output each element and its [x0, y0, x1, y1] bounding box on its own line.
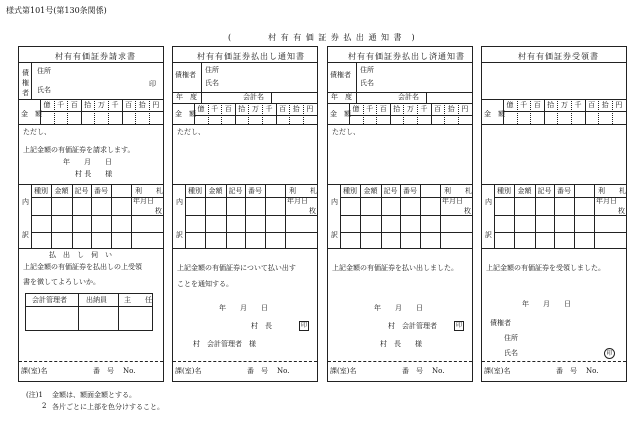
digit-label: 百: [70, 101, 78, 109]
digit-label: 億: [352, 105, 360, 113]
mayor-text: 村 長 様: [380, 340, 422, 348]
holder-label: 債権者: [22, 69, 29, 97]
digit-label: 拾: [393, 105, 401, 113]
number-label: 番 号: [93, 367, 114, 375]
table-header-amount: 金額: [208, 187, 223, 195]
uchi-label: 内: [176, 198, 183, 206]
panel-receipt: [481, 46, 627, 382]
notice-line1: 上記金額の有価証券について払い出す: [177, 264, 296, 272]
table-header-symbol: 記号: [537, 187, 552, 195]
panel-title: 村有有価証券払出し通知書: [197, 52, 305, 61]
digit-label: 万: [406, 105, 414, 113]
panel-title: 村有有価証券払出し済通知書: [348, 52, 465, 61]
note-2: 各片ごとに上部を色分けすること。: [52, 403, 164, 411]
seal-mark: 印: [604, 348, 615, 359]
year-label: 年 度: [176, 93, 197, 101]
digit-label: 百: [224, 105, 232, 113]
address-label: 住所: [205, 66, 219, 74]
table-header-symbol: 記号: [383, 187, 398, 195]
digit-label: 万: [560, 101, 568, 109]
digit-label: 千: [57, 101, 65, 109]
holder-label: 債権者: [175, 71, 196, 79]
digit-label: 拾: [292, 105, 300, 113]
notice-text: 上記金額の有価証券を受領しました。: [486, 264, 605, 272]
address-label: 住所: [360, 66, 374, 74]
table-header-type: 種別: [34, 187, 48, 195]
table-header-type: 種別: [343, 187, 357, 195]
tadashi: ただし、: [177, 128, 205, 136]
request-text: 上記金額の有価証券を請求します。: [23, 146, 135, 154]
amount-label: 金 額: [175, 110, 196, 118]
ask-line1: 上記金額の有価証券を払出しの上受領: [23, 263, 142, 271]
number-label: 番 号: [402, 367, 423, 375]
panel-title: 村有有価証券受領書: [518, 52, 599, 61]
table-header-interest-count: 枚: [309, 207, 316, 215]
table-header-number: 番号: [248, 187, 262, 195]
seal-mark: 印: [300, 322, 307, 329]
wake-label: 訳: [176, 231, 183, 239]
holder-text: 債権者: [490, 319, 511, 327]
address-label: 住所: [37, 67, 51, 75]
no-label: No.: [277, 367, 290, 375]
amount-label: 金 額: [484, 110, 505, 118]
amount-label: 金 額: [330, 110, 351, 118]
digit-label: 百: [379, 105, 387, 113]
digit-label: 千: [211, 105, 219, 113]
digit-label: 億: [506, 101, 514, 109]
table-header-interest-count: 枚: [618, 207, 625, 215]
digit-label: 万: [97, 101, 105, 109]
digit-label: 百: [588, 101, 596, 109]
mayor-text: 村 長 様: [75, 170, 113, 178]
wake-label: 訳: [22, 231, 29, 239]
form-number: 様式第101号(第130条関係): [6, 6, 107, 15]
division-label: 課(室)名: [175, 367, 202, 375]
digit-label: 拾: [601, 101, 609, 109]
division-label: 課(室)名: [330, 367, 357, 375]
panel-title: 村有有価証券請求書: [55, 52, 136, 61]
date-text: 年 月 日: [374, 304, 423, 312]
tadashi: ただし、: [23, 128, 51, 136]
table-header-interest-date: 年月日: [287, 197, 308, 205]
digit-label: 百: [279, 105, 287, 113]
table-header-symbol: 記号: [74, 187, 89, 195]
table-header-interest: 利 札: [598, 187, 626, 195]
manager-text: 村 会計管理者 様: [193, 340, 256, 348]
table-header-number: 番号: [557, 187, 571, 195]
digit-label: 万: [251, 105, 259, 113]
division-label: 課(室)名: [21, 367, 48, 375]
date-text: 年 月 日: [63, 158, 112, 166]
number-label: 番 号: [247, 367, 268, 375]
table-header-interest-count: 枚: [464, 207, 471, 215]
year-label: 年 度: [331, 93, 352, 101]
seal-mark: 印: [455, 322, 462, 329]
table-header-amount: 金額: [363, 187, 378, 195]
table-header-interest-date: 年月日: [442, 197, 463, 205]
digit-label: 千: [366, 105, 374, 113]
account-label: 会計名: [398, 93, 419, 101]
uchi-label: 内: [22, 198, 29, 206]
name-label: 氏名: [360, 79, 374, 87]
digit-label: 円: [152, 101, 160, 109]
name-label: 氏名: [205, 79, 219, 87]
table-header-symbol: 記号: [228, 187, 243, 195]
digit-label: 拾: [238, 105, 246, 113]
note-1: 金額は、額面金額とする。: [52, 391, 136, 399]
uchi-label: 内: [331, 198, 338, 206]
amount-label: 金 額: [21, 110, 42, 118]
main-title: ( 村 有 有 価 証 券 払 出 通 知 書 ): [228, 33, 416, 42]
manager-text: 村 会計管理者: [388, 322, 437, 330]
digit-label: 円: [306, 105, 314, 113]
digit-label: 円: [615, 101, 623, 109]
digit-label: 円: [461, 105, 469, 113]
panel-done-notice: [327, 46, 473, 382]
digit-label: 拾: [547, 101, 555, 109]
no-label: No.: [586, 367, 599, 375]
panel-request: [18, 46, 164, 382]
table-header-type: 種別: [497, 187, 511, 195]
digit-label: 億: [197, 105, 205, 113]
mayor-text: 村 長: [251, 322, 272, 330]
approval-chief: 主 任: [124, 296, 152, 304]
digit-label: 拾: [447, 105, 455, 113]
tadashi: ただし、: [332, 128, 360, 136]
table-header-amount: 金額: [517, 187, 532, 195]
seal-label: 印: [149, 80, 156, 88]
panel-notice: [172, 46, 318, 382]
digit-label: 百: [434, 105, 442, 113]
table-header-interest-date: 年月日: [133, 197, 154, 205]
note-label: (注)1: [26, 391, 43, 399]
table-header-amount: 金額: [54, 187, 69, 195]
table-header-interest-date: 年月日: [596, 197, 617, 205]
harai-title: 払 出 し 伺 い: [49, 251, 112, 259]
table-header-interest: 利 札: [444, 187, 472, 195]
digit-label: 億: [43, 101, 51, 109]
wake-label: 訳: [331, 231, 338, 239]
table-header-number: 番号: [403, 187, 417, 195]
name-text: 氏名: [504, 349, 518, 357]
table-header-type: 種別: [188, 187, 202, 195]
note-2-number: 2: [42, 402, 47, 410]
digit-label: 千: [265, 105, 273, 113]
no-label: No.: [123, 367, 136, 375]
approval-manager: 会計管理者: [32, 296, 67, 304]
account-label: 会計名: [243, 93, 264, 101]
date-text: 年 月 日: [522, 300, 571, 308]
table-header-interest: 利 札: [135, 187, 163, 195]
name-label: 氏名: [37, 86, 51, 94]
approval-cashier: 出納員: [86, 296, 107, 304]
table-header-number: 番号: [94, 187, 108, 195]
address-text: 住所: [504, 334, 518, 342]
no-label: No.: [432, 367, 445, 375]
digit-label: 千: [574, 101, 582, 109]
uchi-label: 内: [485, 198, 492, 206]
wake-label: 訳: [485, 231, 492, 239]
digit-label: 百: [125, 101, 133, 109]
digit-label: 拾: [138, 101, 146, 109]
table-header-interest: 利 札: [289, 187, 317, 195]
date-text: 年 月 日: [219, 304, 268, 312]
digit-label: 千: [420, 105, 428, 113]
number-label: 番 号: [556, 367, 577, 375]
division-label: 課(室)名: [484, 367, 511, 375]
table-header-interest-count: 枚: [155, 207, 162, 215]
digit-label: 百: [533, 101, 541, 109]
digit-label: 千: [520, 101, 528, 109]
digit-label: 千: [111, 101, 119, 109]
digit-label: 拾: [84, 101, 92, 109]
approval-box: [25, 293, 153, 331]
notice-line2: ことを通知する。: [177, 280, 233, 288]
ask-line2: 書を徴してよろしいか。: [23, 278, 100, 286]
notice-text: 上記金額の有価証券を払い出しました。: [332, 264, 458, 272]
holder-label: 債権者: [330, 71, 351, 79]
